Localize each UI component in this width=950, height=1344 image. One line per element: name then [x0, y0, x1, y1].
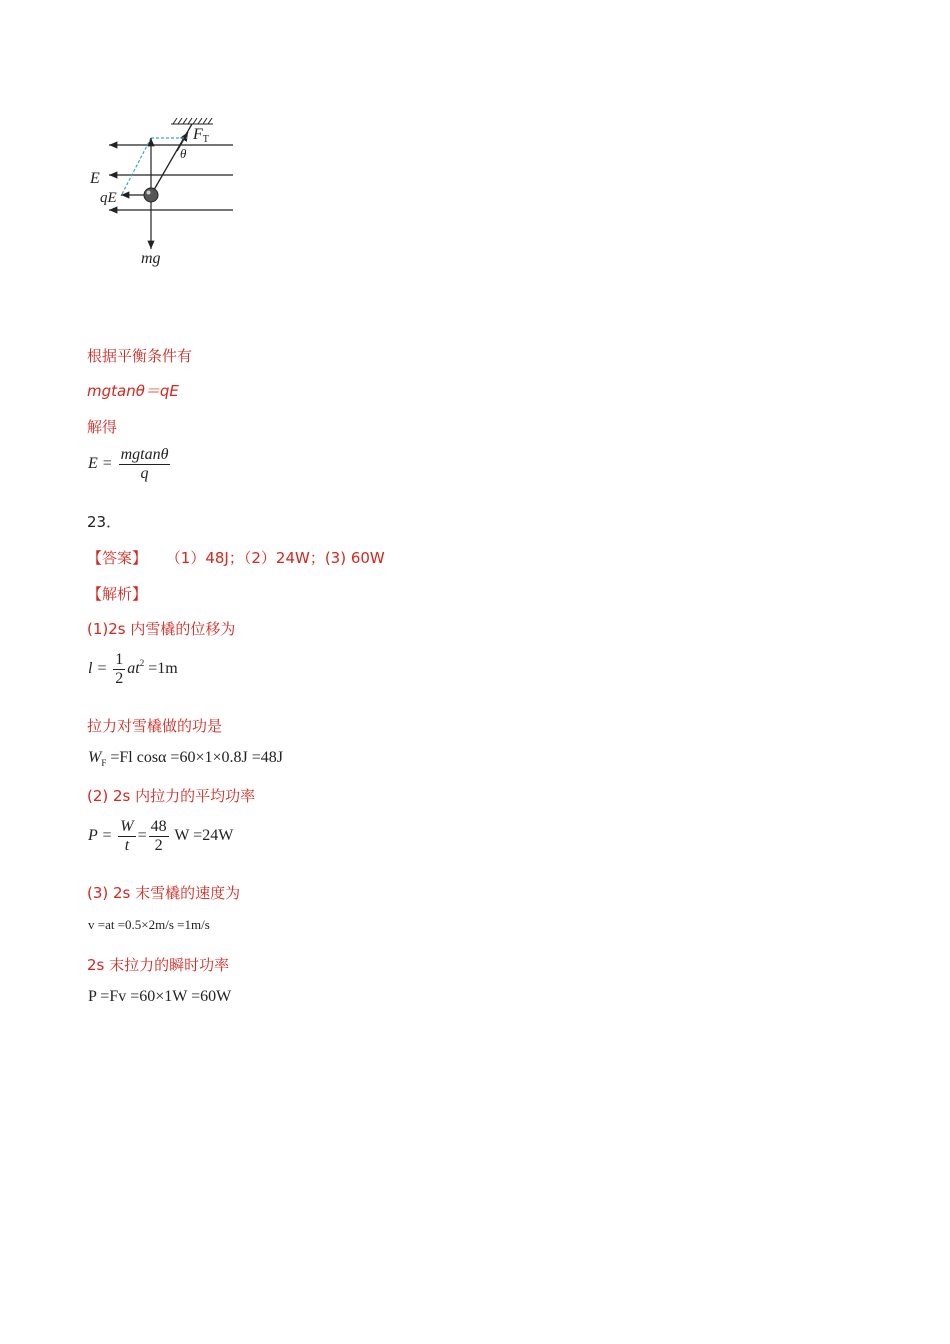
- equation-field-strength: E = $\frac{mgtan\theta}{q}$: [88, 446, 169, 482]
- equation-work: $W_F =Fl$ cosα =60×1×0.8J =48J: [88, 749, 283, 768]
- answer-text: （1）48J；（2）24W；(3) 60W: [165, 549, 385, 567]
- equation-average-power: P = $\frac{W}{t}$ = $\frac{48}{2}$ W =24W: [88, 818, 234, 854]
- label-theta: θ: [180, 146, 187, 161]
- text-instant-power: 2s 末拉力的瞬时功率: [87, 956, 230, 974]
- answer-tag: 【答案】: [87, 549, 148, 567]
- label-ft: FT: [193, 126, 209, 145]
- charged-ball: [144, 188, 158, 202]
- fraction: $\frac{mgtan\theta}{q}$: [120, 446, 169, 482]
- equation-balance: mgtanθ＝qE: [87, 382, 179, 400]
- force-diagram: [85, 112, 245, 272]
- text-work: 拉力对雪橇做的功是: [87, 717, 223, 735]
- text-velocity: (3) 2s 末雪橇的速度为: [87, 884, 241, 902]
- text-average-power: (2) 2s 内拉力的平均功率: [87, 787, 256, 805]
- answer-line: [87, 548, 385, 568]
- label-mg: mg: [141, 250, 161, 267]
- text-equilibrium-condition: 根据平衡条件有: [87, 347, 193, 365]
- question-number: 23．: [87, 513, 122, 531]
- analysis-tag: 【解析】: [87, 585, 148, 603]
- label-qe: qE: [100, 190, 117, 206]
- field-lines: [109, 145, 233, 210]
- text-solve: 解得: [87, 418, 118, 436]
- fraction: $\frac{48}{2}$: [150, 818, 167, 854]
- equation-velocity: v =at =0.5×2m/s =1m/s: [88, 917, 210, 932]
- ceiling-hatch: [171, 118, 213, 124]
- label-e: E: [90, 170, 100, 187]
- fraction: $\frac{1}{2}$: [115, 651, 124, 687]
- fraction: $\frac{W}{t}$: [120, 818, 134, 854]
- equation-instant-power: P =Fv =60×1W =60W: [88, 988, 232, 1005]
- dashed-construction: [121, 138, 187, 196]
- text-displacement: (1)2s 内雪橇的位移为: [87, 620, 236, 638]
- equation-displacement: l = $\frac{1}{2}$ $at^2 =1m$: [88, 651, 178, 687]
